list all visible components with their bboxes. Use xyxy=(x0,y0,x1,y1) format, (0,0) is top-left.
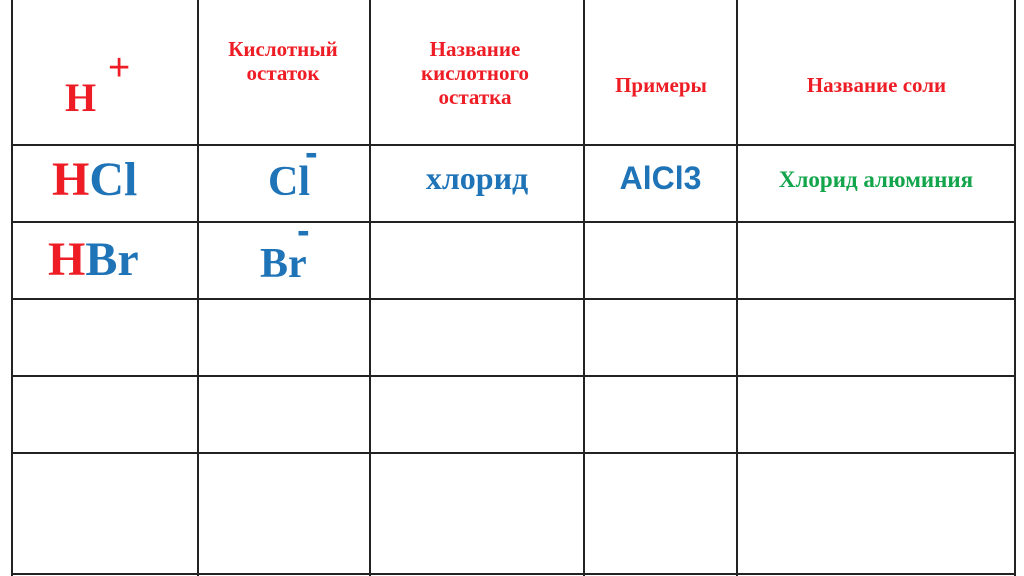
header-salt-name: Название соли xyxy=(806,73,947,97)
grid-line xyxy=(11,221,1016,223)
grid-line xyxy=(1014,0,1016,576)
header-ion-charge: + xyxy=(108,47,131,89)
residue-formula: Br xyxy=(260,241,307,287)
header-residue-name: Название кислотного остатка xyxy=(421,37,529,110)
grid-line xyxy=(11,298,1016,300)
residue-formula: Cl xyxy=(268,159,310,205)
header-examples: Примеры xyxy=(615,73,707,97)
grid-line xyxy=(11,144,1016,146)
residue-name: хлорид xyxy=(425,160,529,196)
example-formula: AlCl3 xyxy=(619,160,702,196)
grid-line xyxy=(11,573,1016,575)
grid-line xyxy=(11,375,1016,377)
grid-line xyxy=(11,452,1016,454)
grid-line xyxy=(197,0,199,576)
acid-hydrogen: H xyxy=(48,233,86,286)
grid-line xyxy=(369,0,371,576)
grid-line xyxy=(583,0,585,576)
acid-rest: Br xyxy=(85,233,139,286)
grid-line xyxy=(736,0,738,576)
acid-formula xyxy=(48,232,139,287)
residue-charge: - xyxy=(305,132,318,174)
acid-formula xyxy=(52,152,137,207)
header-acid-residue: Кислотный остаток xyxy=(228,37,338,86)
acid-rest: Cl xyxy=(89,153,138,206)
salt-name: Хлорид алюминия xyxy=(778,167,974,192)
acid-hydrogen: H xyxy=(52,153,90,206)
residue-charge: - xyxy=(297,210,310,252)
grid-line xyxy=(11,0,13,576)
header-ion-symbol: H xyxy=(65,75,97,120)
